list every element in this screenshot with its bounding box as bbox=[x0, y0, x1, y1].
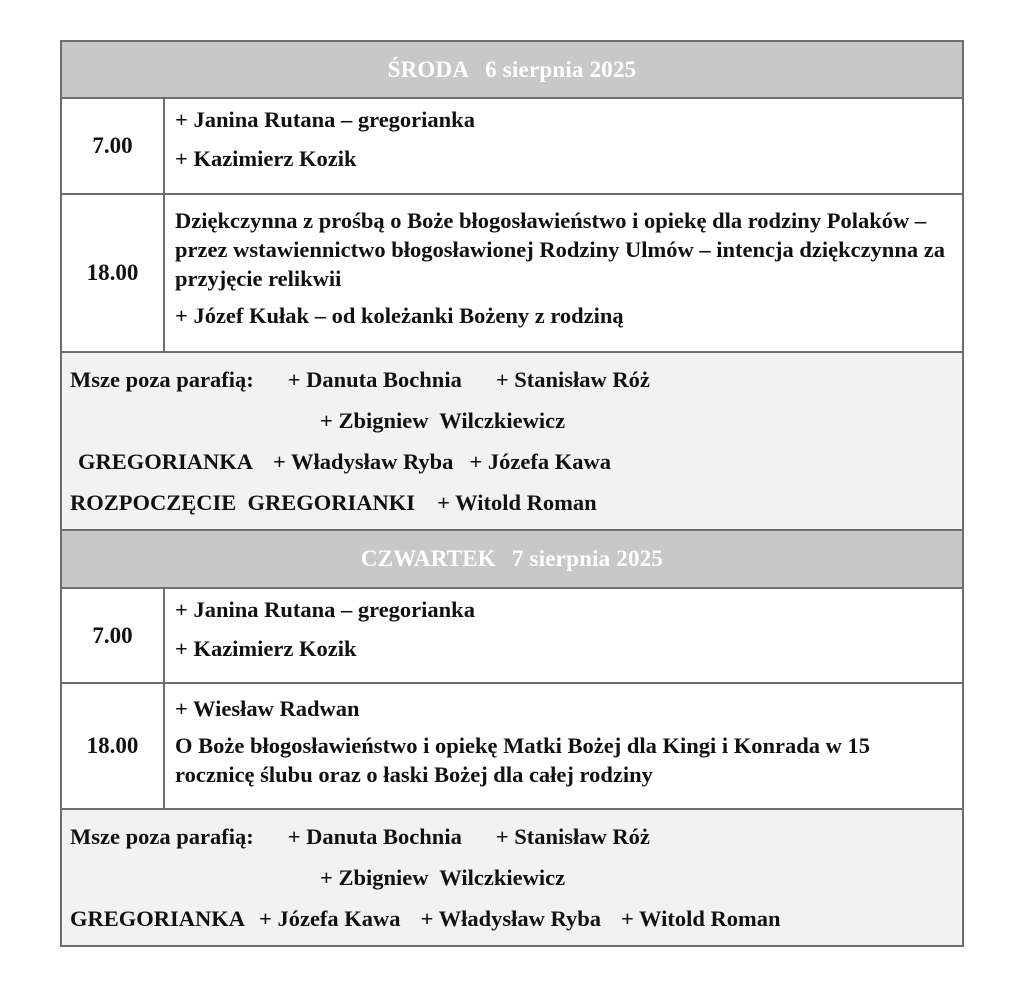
mass-time: 18.00 bbox=[62, 195, 165, 351]
gregorianka-start-label: ROZPOCZĘCIE GREGORIANKI bbox=[70, 490, 416, 515]
intention: + Janina Rutana – gregorianka bbox=[175, 107, 475, 132]
mass-intentions bbox=[165, 589, 962, 682]
outside-line bbox=[70, 822, 962, 863]
mass-intentions bbox=[165, 684, 962, 808]
mass-schedule-table bbox=[60, 40, 964, 947]
gregorianka-label: GREGORIANKA bbox=[70, 906, 246, 931]
intention: + Kazimierz Kozik bbox=[175, 146, 357, 171]
mass-intentions bbox=[165, 99, 962, 193]
outside-name: + Danuta Bochnia bbox=[287, 367, 462, 392]
intention: Dziękczynna z prośbą o Boże błogosławieństwo i opiekę dla rodziny Polaków – przez wstawiennictwo błogosławionej Rodziny Ulmów – intencja dziękczynna za przyjęcie relikwii bbox=[175, 208, 945, 291]
mass-time: 18.00 bbox=[62, 684, 165, 808]
outside-name: + Zbigniew Wilczkiewicz bbox=[320, 865, 566, 890]
intention: + Wiesław Radwan bbox=[175, 696, 360, 721]
intention: + Józef Kułak – od koleżanki Bożeny z rodziną bbox=[175, 303, 624, 328]
mass-row bbox=[62, 195, 962, 353]
day-header-wednesday bbox=[62, 42, 962, 99]
outside-label: Msze poza parafią: bbox=[70, 367, 254, 392]
day-weekday: ŚRODA bbox=[387, 56, 470, 82]
mass-row bbox=[62, 684, 962, 810]
mass-time: 7.00 bbox=[62, 589, 165, 682]
outside-name: + Zbigniew Wilczkiewicz bbox=[320, 408, 566, 433]
gregorianka-name: + Władysław Ryba bbox=[273, 449, 454, 474]
outside-name: + Stanisław Róż bbox=[495, 824, 650, 849]
intention: O Boże błogosławieństwo i opiekę Matki Bożej dla Kingi i Konrada w 15 rocznicę ślubu oraz o łaski Bożej dla całej rodziny bbox=[175, 733, 871, 787]
outside-line bbox=[70, 365, 962, 406]
gregorianka-start-line bbox=[70, 488, 962, 529]
day-date: 7 sierpnia 2025 bbox=[511, 546, 664, 571]
gregorianka-line bbox=[70, 904, 962, 945]
outside-name: + Stanisław Róż bbox=[495, 367, 650, 392]
mass-row bbox=[62, 99, 962, 195]
intention: + Kazimierz Kozik bbox=[175, 636, 357, 661]
gregorianka-label: GREGORIANKA bbox=[78, 449, 254, 474]
outside-label: Msze poza parafią: bbox=[70, 824, 254, 849]
mass-intentions bbox=[165, 195, 962, 351]
day-weekday: CZWARTEK bbox=[360, 546, 496, 571]
gregorianka-name: + Witold Roman bbox=[620, 906, 781, 931]
outside-parish-masses bbox=[62, 810, 962, 945]
intention: + Janina Rutana – gregorianka bbox=[175, 597, 475, 622]
gregorianka-name: + Józefa Kawa bbox=[469, 449, 611, 474]
mass-row bbox=[62, 589, 962, 684]
outside-name: + Danuta Bochnia bbox=[287, 824, 462, 849]
gregorianka-name: + Władysław Ryba bbox=[420, 906, 601, 931]
outside-parish-masses bbox=[62, 353, 962, 531]
gregorianka-start-name: + Witold Roman bbox=[437, 490, 597, 515]
day-date: 6 sierpnia 2025 bbox=[485, 56, 637, 82]
gregorianka-name: + Józefa Kawa bbox=[259, 906, 401, 931]
day-header-thursday bbox=[62, 531, 962, 589]
gregorianka-line bbox=[70, 447, 962, 488]
mass-time: 7.00 bbox=[62, 99, 165, 193]
